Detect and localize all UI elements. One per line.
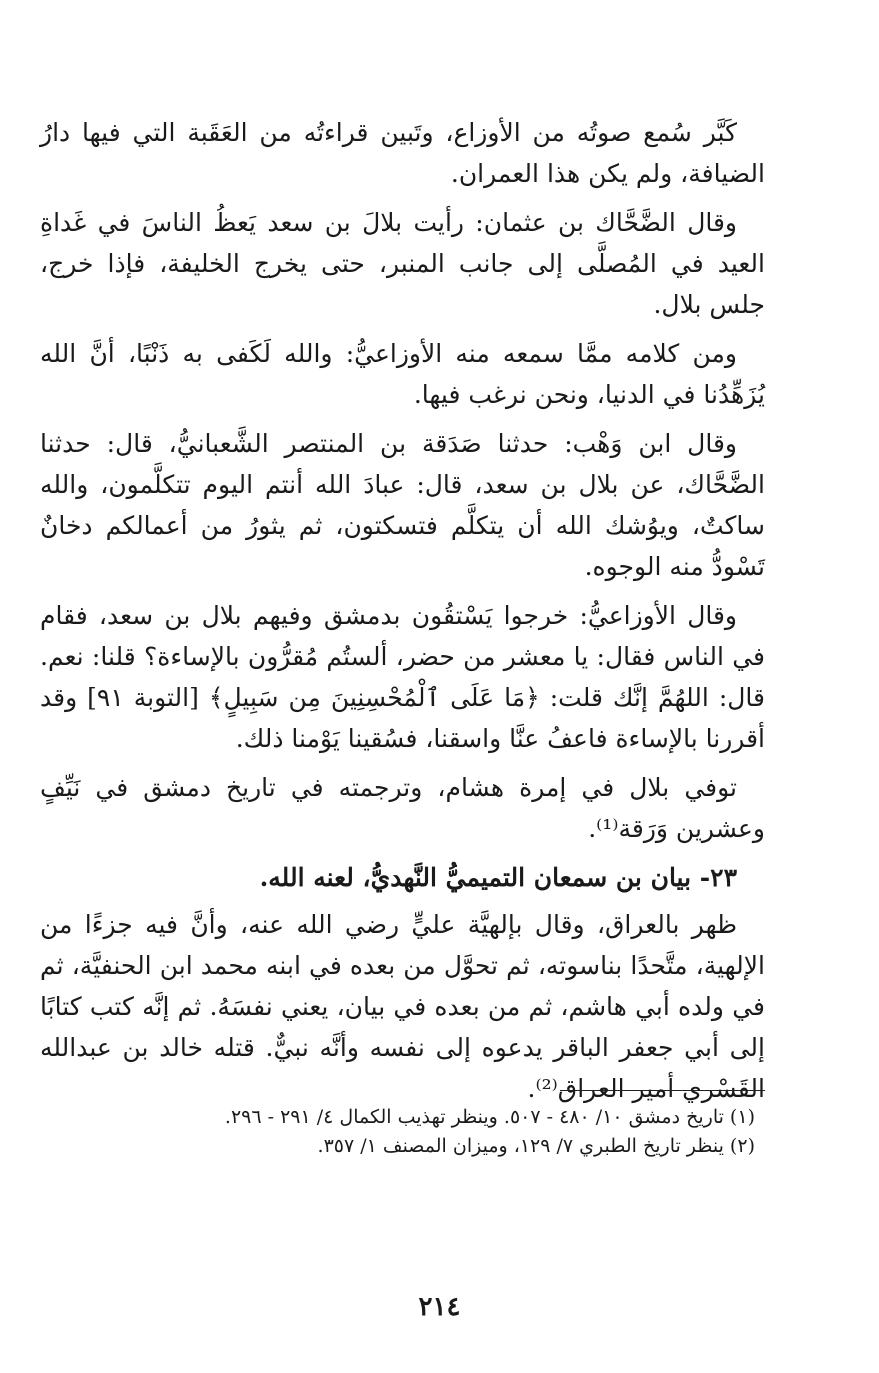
paragraph: وقال ابن وَهْب: حدثنا صَدَقة بن المنتصر الشَّعبانيُّ، قال: حدثنا الضَّحَّاك، عن بلال بن سعد، قال: عبادَ الله أنتم اليوم تتكلَّمون، والله ساكتٌ، ويوُشك الله أن يتكلَّم فتسكتون، ثم يثورُ من أعمالكم دخانٌ تَسْودُّ منه الوجوه. bbox=[40, 429, 765, 581]
page-body bbox=[40, 112, 765, 1117]
paragraph: كَبَّر سُمع صوتُه من الأوزاع، وتَبين قراءتُه من العَقَبة التي فيها دارُ الضيافة، ولم يكن هذا العمران. bbox=[40, 118, 765, 188]
footnotes bbox=[40, 1090, 765, 1161]
paragraph: ظهر بالعراق، وقال بإلهيَّة عليٍّ رضي الله عنه، وأنَّ فيه جزءًا من الإلهية، متَّحدًا بناسوته، ثم تحوَّل من بعده في ابنه محمد ابن الحنفيَّة، ثم في ولده أبي هاشم، ثم من بعده في بيان، يعني نفسَهُ. ثم إنَّه كتب كتابًا إلى أبي جعفر الباقر يدعوه إلى نفسه وأنَّه نبيٌّ. قتله خالد بن عبدالله القَسْري أمير العراق⁽²⁾. bbox=[40, 910, 765, 1103]
page-number: ٢١٤ bbox=[418, 1292, 461, 1322]
section-heading: ٢٣- بيان بن سمعان التميميُّ النَّهديُّ، لعنه الله. bbox=[259, 863, 737, 892]
paragraph: توفي بلال في إمرة هشام، وترجمته في تاريخ دمشق في نَيِّفٍ وعشرين وَرَقة⁽¹⁾. bbox=[40, 773, 765, 843]
paragraph: وقال الضَّحَّاك بن عثمان: رأيت بلالَ بن سعد يَعظُ الناسَ في غَداةِ العيد في المُصلَّى إلى جانب المنبر، حتى يخرج الخليفة، فإذا خرج، جلس بلال. bbox=[40, 208, 765, 319]
footnote: (٢) ينظر تاريخ الطبري ٧/ ١٢٩، وميزان المصنف ١/ ٣٥٧. bbox=[317, 1135, 755, 1157]
footnote-divider bbox=[560, 1090, 765, 1091]
paragraph: وقال الأوزاعيُّ: خرجوا يَسْتقُون بدمشق وفيهم بلال بن سعد، فقام في الناس فقال: يا معشر من حضر، ألستُم مُقرُّون بالإساءة؟ قلنا: نعم. قال: اللهُمَّ إنَّك قلت: ﴿مَا عَلَى ٱلْمُحْسِنِينَ مِن سَبِيلٍ﴾ [التوبة ٩١] وقد أقررنا بالإساءة فاعفُ عنَّا واسقنا، فسُقينا يَوْمنا ذلك. bbox=[40, 601, 765, 753]
footnote: (١) تاريخ دمشق ١٠/ ٤٨٠ - ٥٠٧. وينظر تهذيب الكمال ٤/ ٢٩١ - ٢٩٦. bbox=[224, 1106, 755, 1128]
paragraph: ومن كلامه ممَّا سمعه منه الأوزاعيُّ: والله لَكَفى به ذَنْبًا، أنَّ الله يُزَهِّدُنا في الدنيا، ونحن نرغب فيها. bbox=[40, 339, 765, 409]
